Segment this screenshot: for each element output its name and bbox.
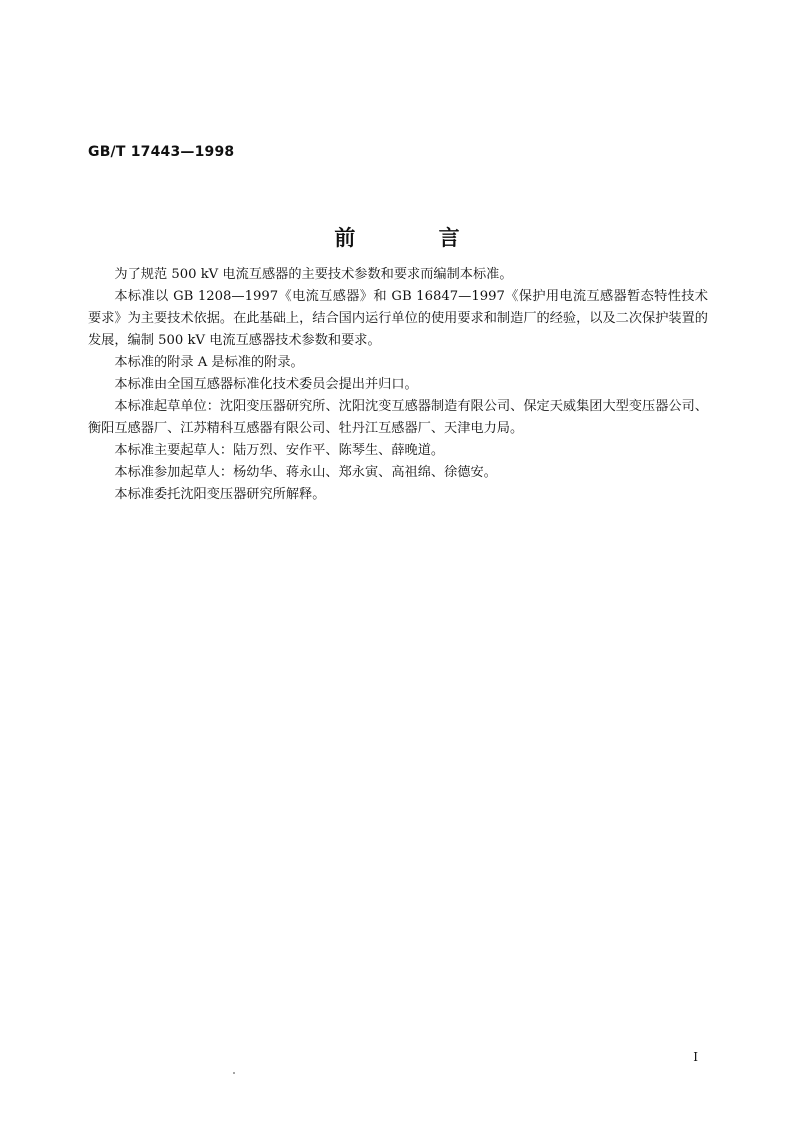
paragraph-basis: 本标准以 GB 1208—1997《电流互感器》和 GB 16847—1997《保护用电流互感器暂态特性技术要求》为主要技术依据。在此基础上，结合国内运行单位的使用要求和制造厂的经验，以及二次保护装置的发展，编制 500 kV 电流互感器技术参数和要求。 bbox=[88, 289, 708, 348]
paragraph-proposer: 本标准由全国互感器标准化技术委员会提出并归口。 bbox=[114, 377, 418, 392]
paragraph-purpose: 为了规范 500 kV 电流互感器的主要技术参数和要求而编制本标准。 bbox=[114, 267, 513, 282]
paragraph-appendix: 本标准的附录 A 是标准的附录。 bbox=[114, 355, 304, 370]
page-number: I bbox=[693, 1050, 698, 1064]
standard-code: GB/T 17443—1998 bbox=[88, 144, 235, 160]
paragraph-drafting-units: 本标准起草单位：沈阳变压器研究所、沈阳沈变互感器制造有限公司、保定天威集团大型变压器公司、衡阳互感器厂、江苏精科互感器有限公司、牡丹江互感器厂、天津电力局。 bbox=[88, 399, 708, 436]
document-body bbox=[88, 264, 708, 506]
paragraph-interpretation: 本标准委托沈阳变压器研究所解释。 bbox=[114, 487, 326, 502]
paragraph-main-drafters: 本标准主要起草人：陆万烈、安作平、陈琴生、薛晚道。 bbox=[114, 443, 445, 458]
paragraph-participating-drafters: 本标准参加起草人：杨幼华、蒋永山、郑永寅、高祖绵、徐德安。 bbox=[114, 465, 497, 480]
scan-speck bbox=[233, 1072, 235, 1074]
page-title: 前 言 bbox=[334, 226, 498, 250]
